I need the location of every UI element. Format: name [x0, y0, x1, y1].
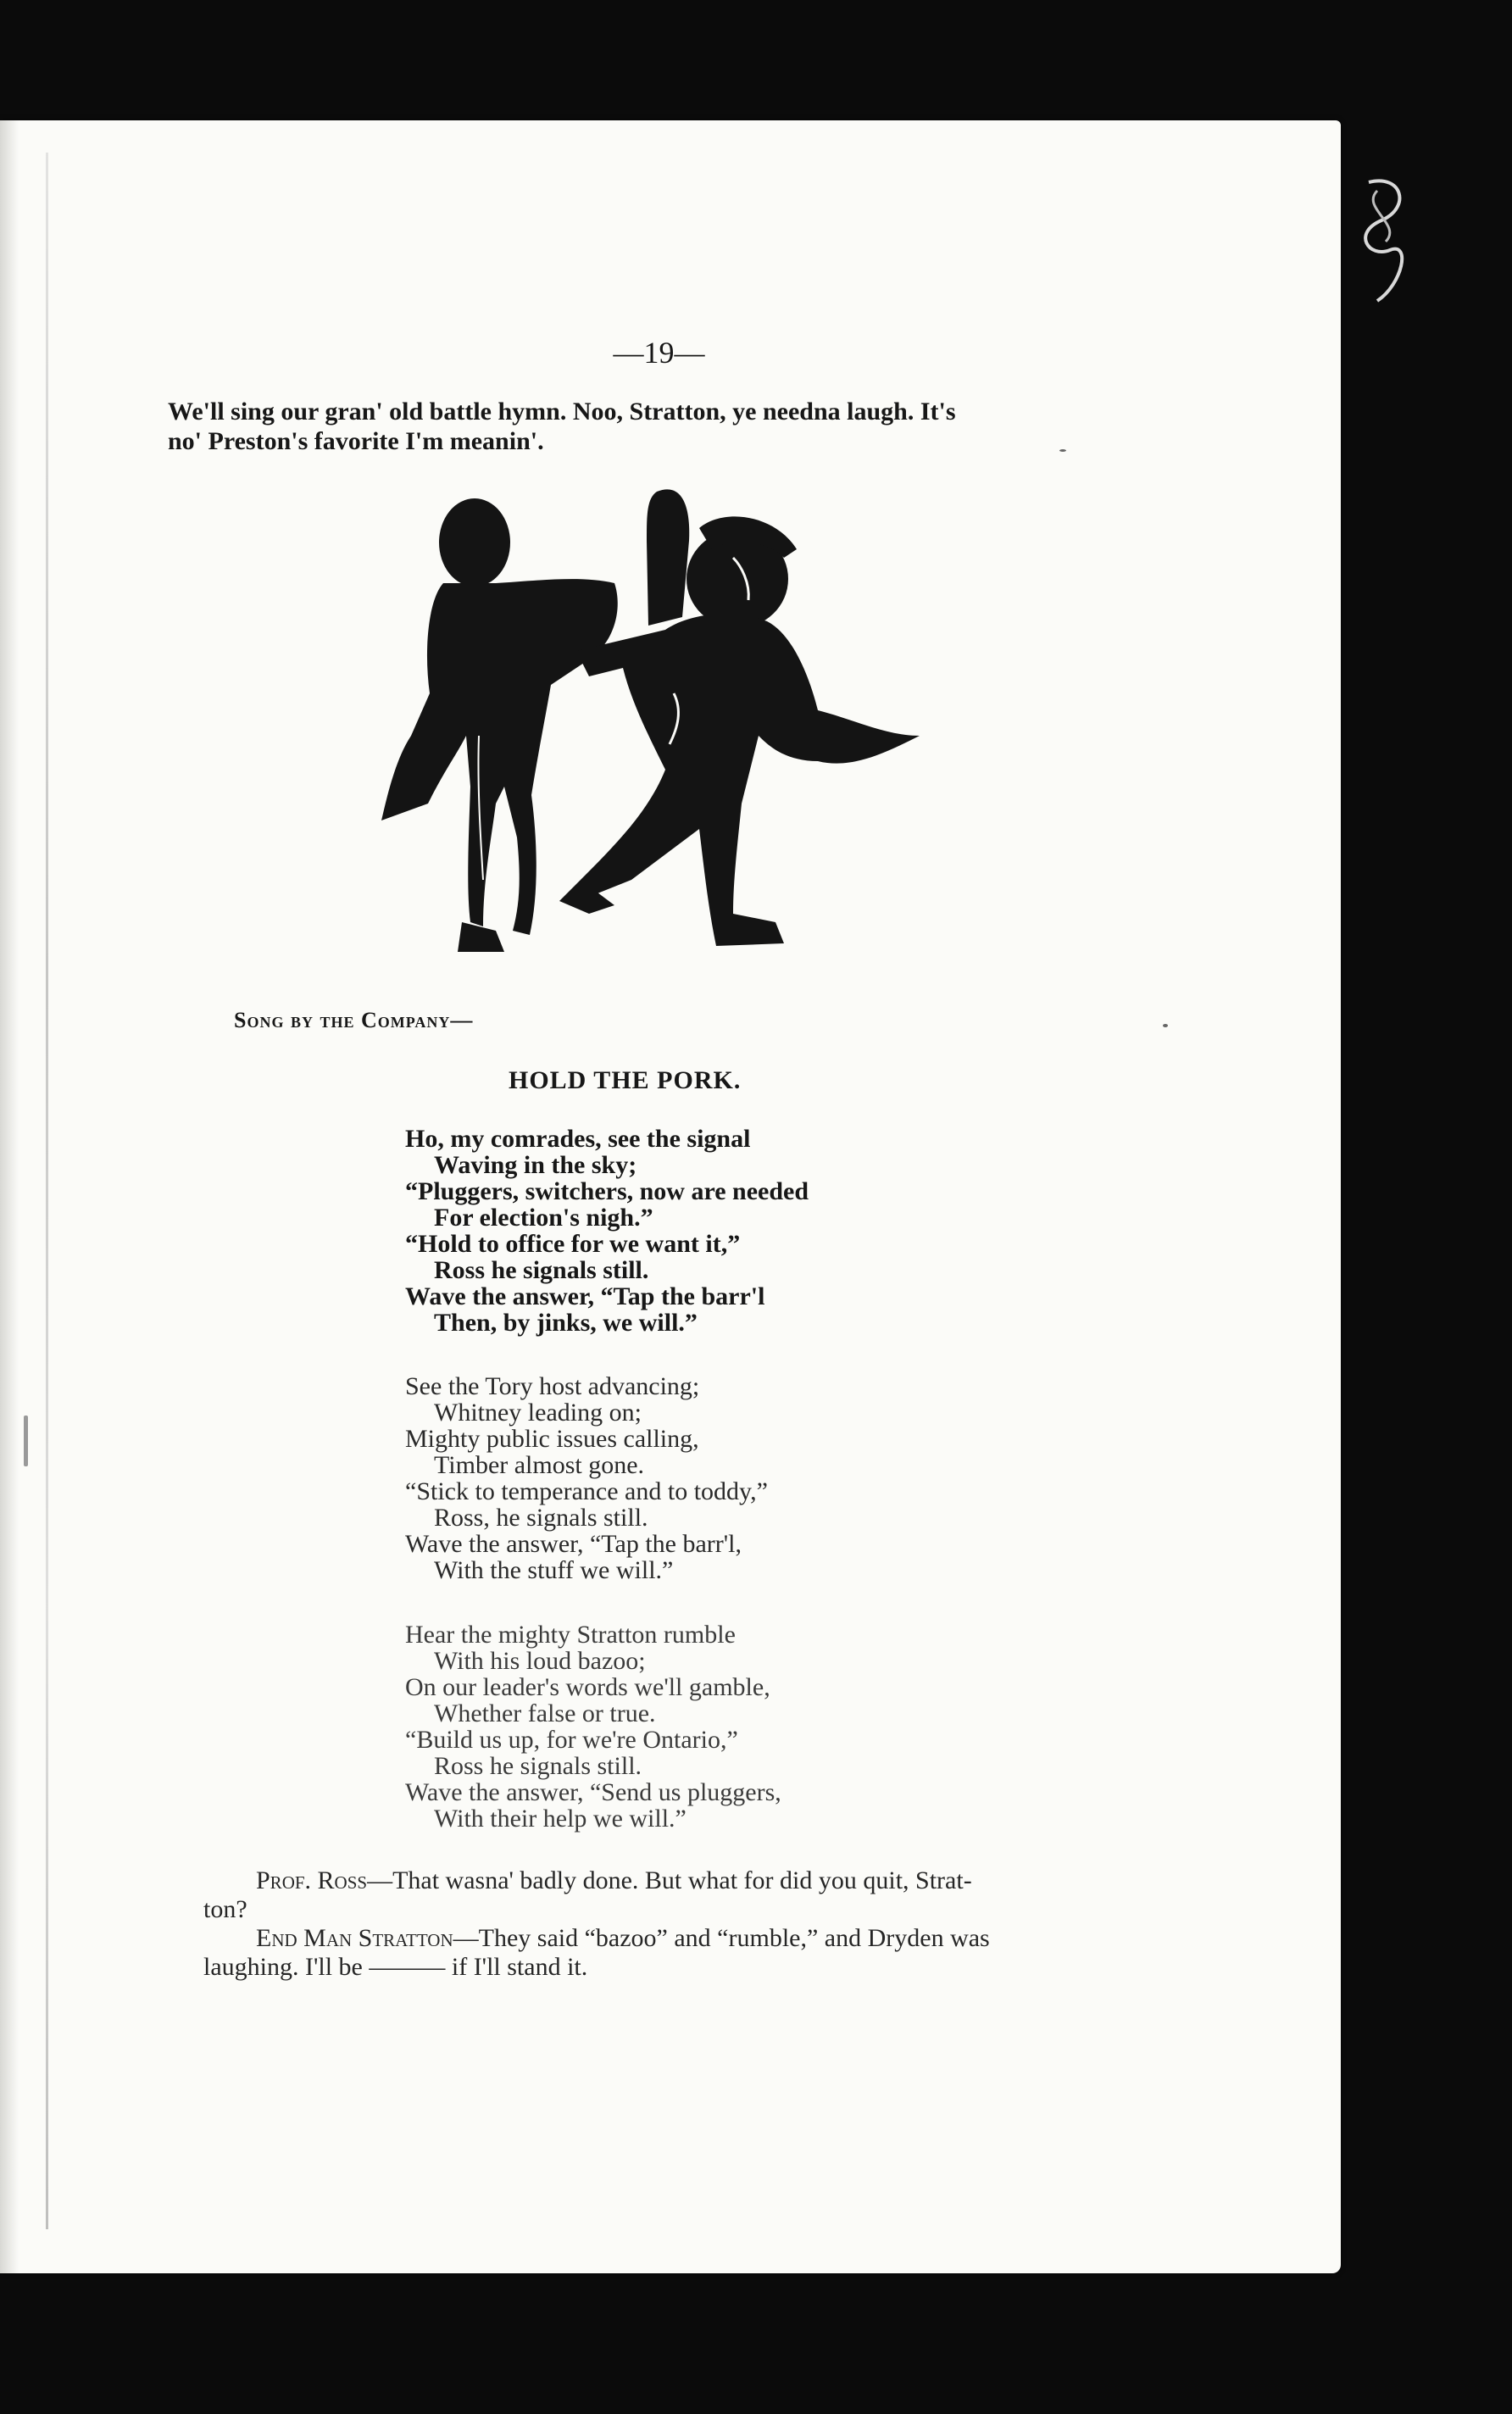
verse-line: Ho, my comrades, see the signal — [405, 1125, 751, 1153]
intro-line: We'll sing our gran' old battle hymn. Noo, Stratton, ye needna laugh. It's — [168, 398, 956, 426]
paper-curl-decoration — [1343, 174, 1420, 309]
dialogue-text: ton? — [203, 1895, 247, 1923]
verse-1 — [405, 1126, 981, 1336]
dialogue-text: laughing. I'll be ——— if I'll stand it. — [203, 1953, 588, 1981]
song-attribution: Song by the Company— — [234, 1008, 474, 1032]
speaker-name: Prof. Ross — [256, 1866, 368, 1894]
verse-line: Timber almost gone. — [434, 1451, 645, 1479]
verse-line: On our leader's words we'll gamble, — [405, 1673, 770, 1701]
song-title: HOLD THE PORK. — [509, 1066, 742, 1094]
dialogue-text: —They said “bazoo” and “rumble,” and Dryden was — [453, 1924, 990, 1952]
verse-2 — [405, 1373, 981, 1583]
verse-3 — [405, 1621, 981, 1832]
verse-line: Hear the mighty Stratton rumble — [405, 1621, 736, 1649]
scan-speck — [1059, 449, 1066, 452]
scan-speck — [24, 1416, 28, 1466]
verse-line: “Hold to office for we want it,” — [405, 1230, 741, 1258]
verse-line: Ross he signals still. — [434, 1752, 642, 1780]
verse-line: Whitney leading on; — [434, 1399, 642, 1427]
verse-line: See the Tory host advancing; — [405, 1372, 700, 1400]
verse-line: Ross he signals still. — [434, 1256, 649, 1284]
page-edge-line — [46, 153, 48, 2229]
verse-line: Wave the answer, “Tap the barr'l — [405, 1282, 765, 1310]
verse-line: Whether false or true. — [434, 1699, 656, 1727]
speaker-name: End Man Stratton — [256, 1924, 453, 1952]
dialogue-stratton — [203, 1924, 1203, 1982]
verse-line: With the stuff we will.” — [434, 1556, 674, 1584]
intro-paragraph — [168, 397, 1206, 456]
verse-line: “Build us up, for we're Ontario,” — [405, 1726, 738, 1754]
verse-line: Mighty public issues calling, — [405, 1425, 699, 1453]
verse-line: “Pluggers, switchers, now are needed — [405, 1177, 809, 1205]
intro-line: no' Preston's favorite I'm meanin'. — [168, 427, 544, 455]
verse-line: “Stick to temperance and to toddy,” — [405, 1477, 768, 1505]
verse-line: With their help we will.” — [434, 1805, 687, 1833]
dialogue-text: —That wasna' badly done. But what for did you quit, Strat- — [367, 1866, 972, 1894]
verse-line: Wave the answer, “Tap the barr'l, — [405, 1530, 742, 1558]
verse-line: With his loud bazoo; — [434, 1647, 646, 1675]
page-number: —19— — [613, 336, 705, 370]
dancing-figures-illustration — [377, 481, 928, 973]
verse-line: Waving in the sky; — [434, 1151, 637, 1179]
scan-speck — [1163, 1024, 1168, 1027]
verse-line: Wave the answer, “Send us pluggers, — [405, 1778, 781, 1806]
spine-shadow — [0, 120, 19, 2273]
verse-line: Then, by jinks, we will.” — [434, 1309, 698, 1337]
verse-line: Ross, he signals still. — [434, 1504, 648, 1532]
dialogue-ross — [203, 1866, 1203, 1924]
verse-line: For election's nigh.” — [434, 1204, 653, 1232]
